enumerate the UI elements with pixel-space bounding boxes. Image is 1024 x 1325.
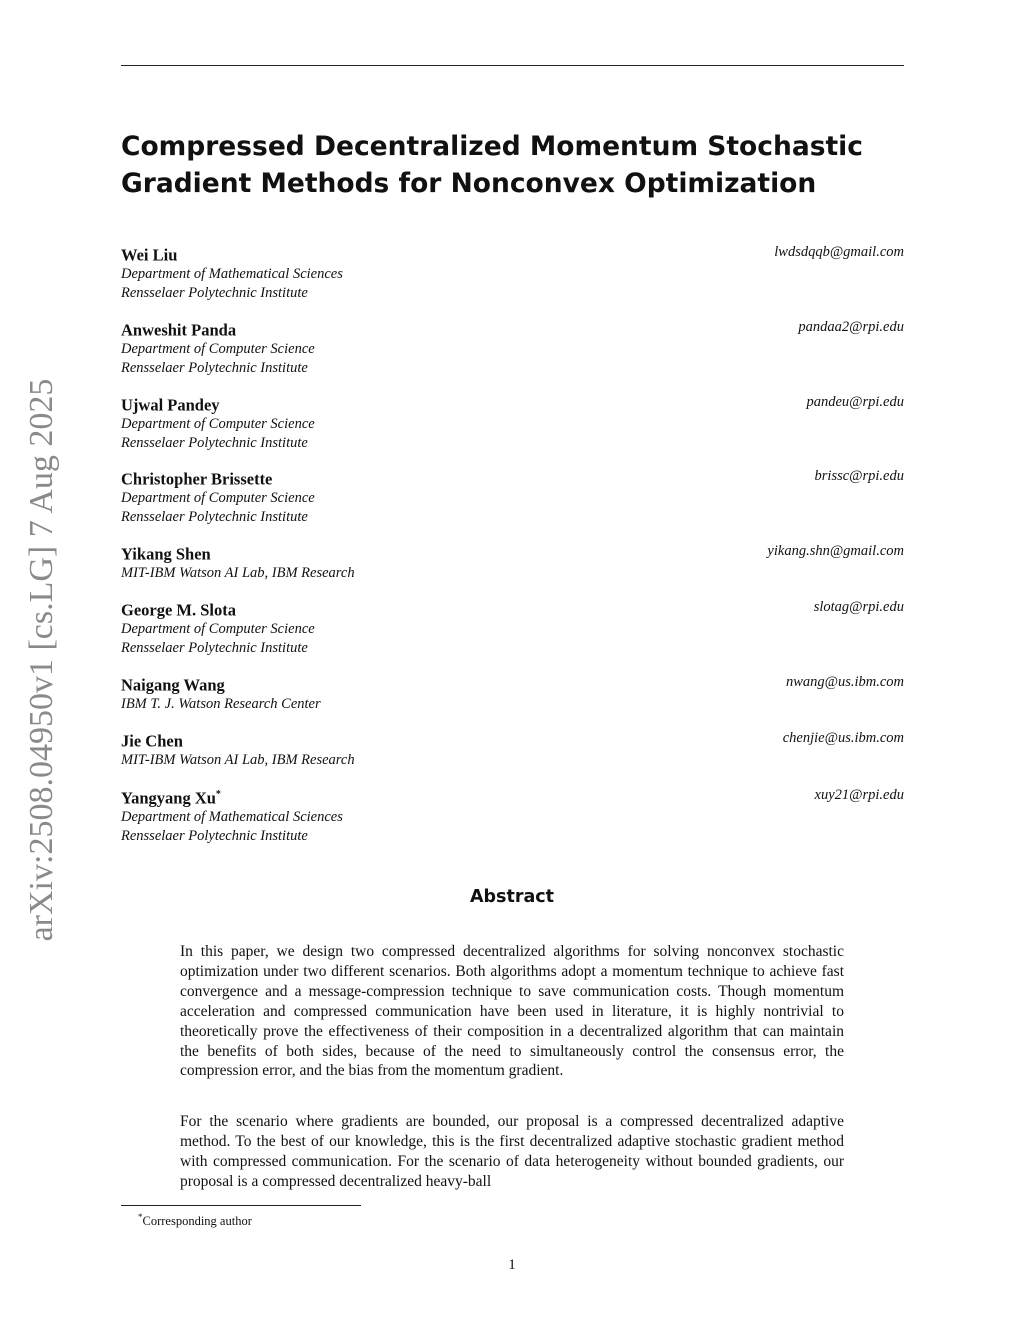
paper-title: Compressed Decentralized Momentum Stochastic Gradient Methods for Nonconvex Optimization	[121, 131, 863, 199]
author-name: George M. Slota	[121, 600, 237, 620]
author-email[interactable]: chenjie@us.ibm.com	[782, 730, 904, 746]
author-block	[121, 597, 904, 658]
footnote-rule	[121, 1205, 361, 1206]
author-email[interactable]: slotag@rpi.edu	[813, 599, 904, 615]
author-email[interactable]: brissc@rpi.edu	[814, 468, 904, 484]
author-name: Ujwal Pandey	[121, 395, 220, 415]
abstract-paragraph: In this paper, we design two compressed decentralized algorithms for solving nonconvex stochastic optimization under two different scenarios. Both algorithms adopt a momentum technique to achieve fast convergence and a message-compression technique to save communication costs. Though momentum acceleration and compressed communication have been used in literature, it is highly nontrivial to theoretically prove the effectiveness of their composition in a decentralized algorithm that can maintain the benefits of both sides, because of the need to simultaneously control the consensus error, the compression error, and the bias from the momentum gradient.	[180, 943, 844, 1080]
page-number: 1	[508, 1257, 516, 1273]
abstract-heading: Abstract	[469, 887, 555, 907]
author-affiliation: Department of Computer Science	[121, 340, 315, 357]
author-name: Yikang Shen	[121, 544, 211, 564]
author-block	[121, 317, 904, 378]
author-affiliation: Department of Computer Science	[121, 489, 315, 506]
author-affiliation: IBM T. J. Watson Research Center	[121, 695, 321, 712]
author-affiliation: Rensselaer Polytechnic Institute	[121, 434, 308, 451]
author-block	[121, 541, 904, 583]
author-block	[121, 728, 904, 770]
author-email[interactable]: lwdsdqqb@gmail.com	[774, 244, 904, 260]
author-name: Naigang Wang	[121, 675, 225, 695]
author-affiliation: Rensselaer Polytechnic Institute	[121, 827, 308, 844]
author-email[interactable]: xuy21@rpi.edu	[814, 787, 904, 803]
author-block	[121, 785, 904, 846]
author-block	[121, 466, 904, 527]
author-affiliation: Department of Mathematical Sciences	[121, 265, 343, 282]
author-affiliation: Rensselaer Polytechnic Institute	[121, 639, 308, 656]
author-affiliation: Rensselaer Polytechnic Institute	[121, 508, 308, 525]
author-block	[121, 392, 904, 453]
author-name: Wei Liu	[121, 245, 178, 265]
author-email[interactable]: pandeu@rpi.edu	[806, 394, 904, 410]
author-name: Anweshit Panda	[121, 320, 237, 340]
author-affiliation: Department of Mathematical Sciences	[121, 808, 343, 825]
author-name: Jie Chen	[121, 731, 183, 751]
author-name: Christopher Brissette	[121, 469, 273, 489]
author-affiliation: Department of Computer Science	[121, 415, 315, 432]
author-email[interactable]: yikang.shn@gmail.com	[767, 543, 904, 559]
footnote: *Corresponding author	[138, 1212, 252, 1229]
arxiv-stamp[interactable]: arXiv:2508.04950v1 [cs.LG] 7 Aug 2025	[23, 378, 60, 942]
author-name: Yangyang Xu*	[121, 788, 221, 808]
header-rule	[121, 65, 904, 66]
author-email[interactable]: pandaa2@rpi.edu	[798, 319, 904, 335]
author-email[interactable]: nwang@us.ibm.com	[785, 674, 904, 690]
author-affiliation: MIT-IBM Watson AI Lab, IBM Research	[121, 751, 355, 768]
author-affiliation: Rensselaer Polytechnic Institute	[121, 284, 308, 301]
abstract-paragraph: For the scenario where gradients are bounded, our proposal is a compressed decentralized adaptive method. To the best of our knowledge, this is the first decentralized adaptive stochastic gradient method with compressed communication. For the scenario of data heterogeneity without bounded gradients, our proposal is a compressed decentralized heavy-ball	[180, 1113, 844, 1190]
footnote-marker[interactable]: *	[215, 789, 221, 800]
author-affiliation: Rensselaer Polytechnic Institute	[121, 359, 308, 376]
author-affiliation: Department of Computer Science	[121, 620, 315, 637]
author-affiliation: MIT-IBM Watson AI Lab, IBM Research	[121, 564, 355, 581]
author-block	[121, 672, 904, 714]
author-block	[121, 242, 904, 303]
